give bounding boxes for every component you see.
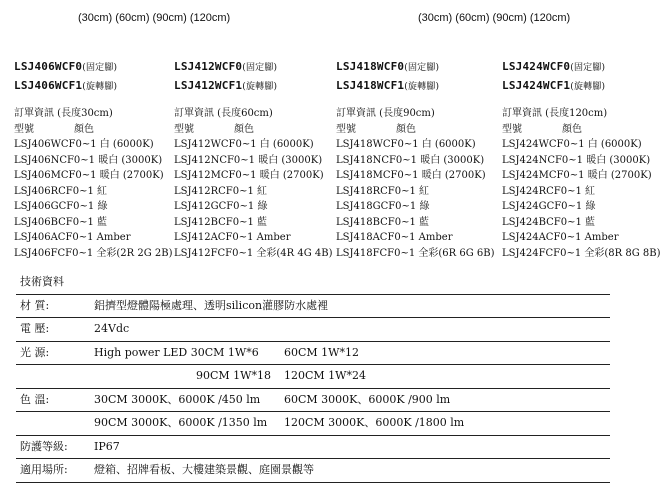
color-temp-row — [16, 389, 610, 413]
model-rotate: LSJ418WCF1(旋轉腳) — [336, 79, 440, 92]
list-item: LSJ418NCF0~1 暖白 (3000K) — [336, 154, 485, 166]
light-source-value: High power LED 30CM 1W*6 — [94, 345, 259, 359]
list-item: LSJ412MCF0~1 暖白 (2700K) — [174, 170, 324, 181]
model-fixed: LSJ424WCF0(固定腳) — [502, 60, 606, 73]
list-item: LSJ418ACF0~1 Amber — [336, 232, 453, 243]
color-temp-value: 60CM 3000K、6000K /900 lm — [284, 392, 451, 406]
list-item: LSJ424ACF0~1 Amber — [502, 232, 619, 243]
list-item: LSJ418FCF0~1 全彩(6R 6G 6B) — [336, 247, 495, 259]
order-info: 訂單資訊 (長度120cm) — [502, 108, 608, 119]
table-header: 型號 顏色 — [502, 123, 582, 135]
light-source-value: 60CM 1W*12 — [284, 345, 359, 359]
model-rotate: LSJ412WCF1(旋轉腳) — [174, 79, 278, 92]
color-temp-label: 色 溫: — [20, 392, 50, 406]
order-info: 訂單資訊 (長度90cm) — [336, 108, 435, 119]
material-label: 材 質: — [20, 298, 50, 312]
material-row — [16, 295, 610, 319]
color-temp-row-2 — [16, 412, 610, 436]
list-item: LSJ412NCF0~1 暖白 (3000K) — [174, 154, 323, 166]
model-rotate: LSJ424WCF1(旋轉腳) — [502, 79, 606, 92]
material-value: 鋁擠型燈體陽極處理、透明silicon灌膠防水處裡 — [94, 298, 329, 312]
list-item: LSJ412RCF0~1 紅 — [174, 185, 267, 197]
color-temp-value: 30CM 3000K、6000K /450 lm — [94, 392, 261, 406]
list-item: LSJ412BCF0~1 藍 — [174, 216, 267, 228]
tech-title-row — [16, 271, 610, 295]
product-column-30cm — [14, 60, 184, 261]
list-item: LSJ424BCF0~1 藍 — [502, 216, 595, 228]
list-item: LSJ412FCF0~1 全彩(4R 4G 4B) — [174, 247, 333, 259]
light-source-label: 光 源: — [20, 345, 50, 359]
ip-rating-row — [16, 436, 610, 460]
color-temp-value: 120CM 3000K、6000K /1800 lm — [284, 416, 465, 429]
tech-spec-table — [16, 271, 610, 483]
light-source-value: 120CM 1W*24 — [284, 369, 366, 382]
list-item: LSJ424GCF0~1 綠 — [502, 201, 596, 212]
application-label: 適用場所: — [20, 463, 68, 476]
light-source-row — [16, 342, 610, 366]
list-item: LSJ424MCF0~1 暖白 (2700K) — [502, 170, 652, 181]
tech-title: 技術資料 — [20, 275, 64, 288]
product-column-120cm — [502, 60, 669, 261]
list-item: LSJ406RCF0~1 紅 — [14, 185, 107, 197]
list-item: LSJ424NCF0~1 暖白 (3000K) — [502, 154, 651, 166]
order-info: 訂單資訊 (長度60cm) — [174, 108, 273, 119]
application-value: 燈箱、招牌看板、大樓建築景觀、庭園景觀等 — [94, 463, 314, 476]
voltage-label: 電 壓: — [20, 322, 50, 335]
ip-rating-value: IP67 — [94, 439, 120, 453]
voltage-row — [16, 318, 610, 342]
list-item: LSJ406ACF0~1 Amber — [14, 232, 131, 243]
list-item: LSJ424RCF0~1 紅 — [502, 185, 595, 197]
light-source-row-2 — [16, 365, 610, 389]
light-source-value: 90CM 1W*18 — [196, 369, 271, 382]
order-info: 訂單資訊 (長度30cm) — [14, 108, 113, 119]
list-item: LSJ418MCF0~1 暖白 (2700K) — [336, 170, 486, 181]
list-item: LSJ418WCF0~1 白 (6000K) — [336, 139, 476, 150]
list-item: LSJ424WCF0~1 白 (6000K) — [502, 139, 642, 150]
application-row — [16, 459, 610, 483]
list-item: LSJ406MCF0~1 暖白 (2700K) — [14, 170, 164, 181]
list-item: LSJ418RCF0~1 紅 — [336, 185, 429, 197]
list-item: LSJ412ACF0~1 Amber — [174, 232, 291, 243]
list-item: LSJ424FCF0~1 全彩(8R 8G 8B) — [502, 247, 661, 259]
voltage-value: 24Vdc — [94, 322, 130, 335]
list-item: LSJ412GCF0~1 綠 — [174, 201, 268, 212]
list-item: LSJ406GCF0~1 綠 — [14, 201, 108, 212]
size-labels-right: (30cm) (60cm) (90cm) (120cm) — [418, 12, 571, 24]
list-item: LSJ406NCF0~1 暖白 (3000K) — [14, 154, 163, 166]
ip-rating-label: 防護等級: — [20, 439, 68, 453]
table-header: 型號 顏色 — [14, 123, 94, 135]
size-labels-left: (30cm) (60cm) (90cm) (120cm) — [78, 12, 231, 24]
list-item: LSJ418BCF0~1 藍 — [336, 216, 429, 228]
model-fixed: LSJ418WCF0(固定腳) — [336, 60, 440, 73]
list-item: LSJ406WCF0~1 白 (6000K) — [14, 139, 154, 150]
model-fixed: LSJ406WCF0(固定腳) — [14, 60, 118, 73]
model-fixed: LSJ412WCF0(固定腳) — [174, 60, 278, 73]
product-column-90cm — [336, 60, 506, 261]
table-header: 型號 顏色 — [174, 123, 254, 135]
list-item: LSJ418GCF0~1 綠 — [336, 201, 430, 212]
product-column-60cm — [174, 60, 344, 261]
model-rotate: LSJ406WCF1(旋轉腳) — [14, 79, 118, 92]
list-item: LSJ412WCF0~1 白 (6000K) — [174, 139, 314, 150]
color-temp-value: 90CM 3000K、6000K /1350 lm — [94, 416, 268, 429]
table-header: 型號 顏色 — [336, 123, 416, 135]
list-item: LSJ406FCF0~1 全彩(2R 2G 2B) — [14, 247, 173, 259]
list-item: LSJ406BCF0~1 藍 — [14, 216, 107, 228]
